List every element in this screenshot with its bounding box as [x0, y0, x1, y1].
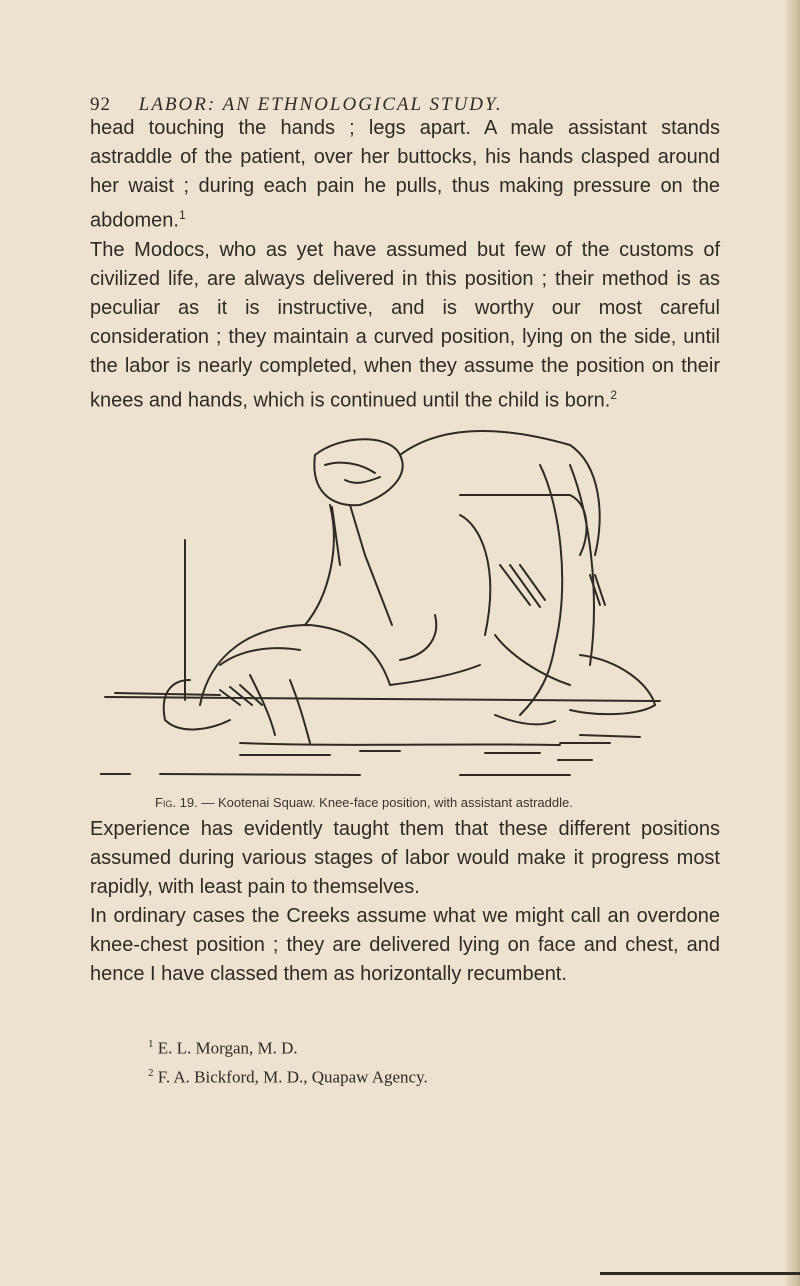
footnote-1	[148, 1032, 708, 1061]
page-number: 92	[90, 94, 111, 115]
footnote-ref-2: 2	[610, 387, 618, 402]
paragraph-2	[90, 236, 720, 416]
engraving-illustration	[100, 425, 720, 790]
footnote-ref-1: 1	[178, 208, 186, 222]
figure-illustration	[100, 425, 720, 790]
footnote-mark-2: 2	[148, 1066, 154, 1079]
paragraph-1	[90, 114, 720, 236]
figure-caption-text: — Kootenai Squaw. Knee-face position, with assistant astraddle.	[201, 795, 573, 810]
footnotes	[148, 1032, 708, 1089]
text-block-top	[90, 114, 720, 415]
footnote-text-2: F. A. Bickford, M. D., Quapaw Agency.	[157, 1067, 428, 1087]
footnote-2	[148, 1061, 708, 1090]
figure-caption	[155, 795, 715, 810]
text-block-bottom	[90, 815, 720, 989]
footnote-text-1: E. L. Morgan, M. D.	[157, 1038, 298, 1058]
running-title: LABOR: AN ETHNOLOGICAL STUDY.	[138, 94, 503, 115]
footnote-mark-1: 1	[148, 1038, 154, 1050]
running-head	[90, 94, 740, 116]
page-edge	[786, 0, 800, 1286]
paragraph-4: In ordinary cases the Creeks assume what we might call an overdone knee-chest position ; they are delivered lying on face and chest, and hence I have classed them as horizontally recumbent.	[90, 905, 720, 985]
paragraph-1-text: head touching the hands ; legs apart. A male assistant stands astraddle of the patient, over her buttocks, his hands clasped around her waist ; during each pain he pulls, thus making pressure on the abdomen.	[90, 117, 720, 232]
figure-label: Fig. 19.	[155, 795, 198, 810]
bottom-rule	[600, 1272, 800, 1275]
paragraph-2-text: The Modocs, who as yet have assumed but few of the customs of civilized life, are always delivered in this position ; their method is as peculiar as it is instructive, and is worthy our most careful consideration ; they maintain a curved position, lying on the side, until the labor is nearly completed, when they assume the position on their knees and hands, which is continued until the child is born.	[90, 238, 720, 412]
paragraph-3: Experience has evidently taught them that these different positions assumed during various stages of labor would make it progress most rapidly, with least pain to themselves.	[90, 818, 720, 898]
